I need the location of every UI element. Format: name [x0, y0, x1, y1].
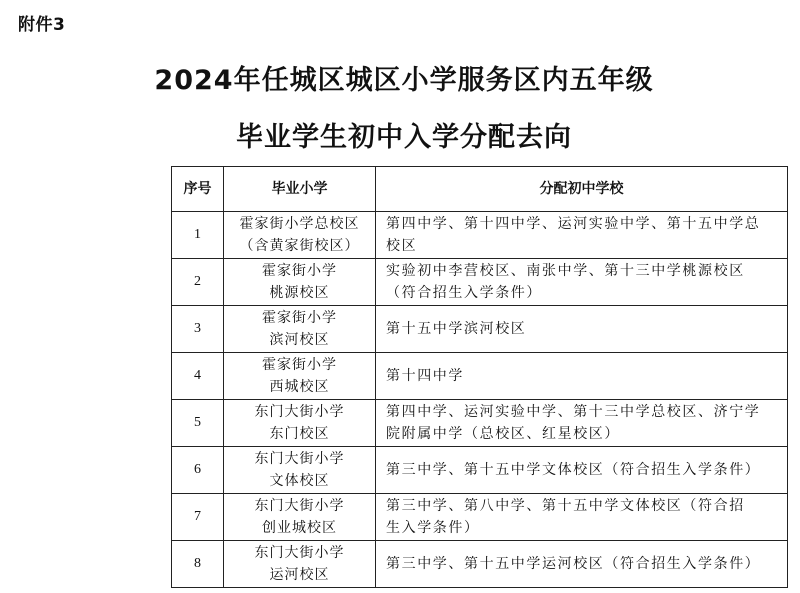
table-row	[172, 259, 788, 306]
primary-school-line: 东门大街小学	[254, 451, 345, 467]
assigned-school-line: 第三中学、第八中学、第十五中学文体校区（符合招	[386, 498, 745, 514]
assigned-school-cell	[376, 259, 788, 306]
primary-school-line: 东门校区	[269, 426, 330, 442]
primary-school-cell	[224, 259, 376, 306]
assigned-school-cell	[376, 353, 788, 400]
assigned-school-cell	[376, 306, 788, 353]
row-number: 7	[172, 494, 224, 541]
table-row	[172, 212, 788, 259]
assigned-school-line: 第十五中学滨河校区	[386, 321, 527, 337]
primary-school-cell	[224, 494, 376, 541]
table-row	[172, 353, 788, 400]
row-number: 1	[172, 212, 224, 259]
primary-school-line: 东门大街小学	[254, 498, 345, 514]
document-title-line-2: 毕业学生初中入学分配去向	[236, 122, 572, 153]
row-number: 2	[172, 259, 224, 306]
assigned-school-line: 第十四中学	[386, 368, 464, 384]
assigned-school-line: 生入学条件）	[386, 520, 480, 536]
primary-school-cell	[224, 447, 376, 494]
table-header-row	[172, 167, 788, 212]
primary-school-line: 霍家街小学	[262, 357, 337, 373]
assigned-school-line: 院附属中学（总校区、红星校区）	[386, 426, 620, 442]
primary-school-line: 文体校区	[269, 473, 330, 489]
primary-school-cell	[224, 400, 376, 447]
row-number: 6	[172, 447, 224, 494]
header-serial-number: 序号	[172, 167, 224, 212]
primary-school-line: 滨河校区	[269, 332, 330, 348]
row-number: 4	[172, 353, 224, 400]
primary-school-line: 运河校区	[269, 567, 330, 583]
assigned-school-cell	[376, 400, 788, 447]
table-row	[172, 447, 788, 494]
assigned-school-line: （符合招生入学条件）	[386, 285, 542, 301]
primary-school-line: 东门大街小学	[254, 404, 345, 420]
assigned-school-cell	[376, 447, 788, 494]
header-assigned-middle-school: 分配初中学校	[376, 167, 788, 212]
table-row	[172, 494, 788, 541]
primary-school-line: 霍家街小学总校区	[239, 216, 360, 232]
assigned-school-line: 第三中学、第十五中学文体校区（符合招生入学条件）	[386, 462, 761, 478]
primary-school-line: 创业城校区	[262, 520, 337, 536]
primary-school-line: 西城校区	[269, 379, 330, 395]
primary-school-line: 霍家街小学	[262, 310, 337, 326]
row-number: 8	[172, 541, 224, 588]
primary-school-line: （含黄家街校区）	[239, 238, 360, 254]
assigned-school-line: 第四中学、运河实验中学、第十三中学总校区、济宁学	[386, 404, 761, 420]
primary-school-line: 东门大街小学	[254, 545, 345, 561]
allocation-table	[171, 166, 788, 588]
assigned-school-line: 第四中学、第十四中学、运河实验中学、第十五中学总	[386, 216, 761, 232]
assigned-school-cell	[376, 541, 788, 588]
table-row	[172, 541, 788, 588]
primary-school-cell	[224, 353, 376, 400]
document-title-line-1: 2024年任城区城区小学服务区内五年级	[154, 65, 654, 96]
assigned-school-cell	[376, 494, 788, 541]
table-row	[172, 400, 788, 447]
assigned-school-cell	[376, 212, 788, 259]
primary-school-line: 桃源校区	[269, 285, 330, 301]
header-primary-school: 毕业小学	[224, 167, 376, 212]
primary-school-cell	[224, 212, 376, 259]
assigned-school-line: 校区	[386, 238, 418, 254]
assigned-school-line: 实验初中李营校区、南张中学、第十三中学桃源校区	[386, 263, 745, 279]
row-number: 3	[172, 306, 224, 353]
assigned-school-line: 第三中学、第十五中学运河校区（符合招生入学条件）	[386, 556, 761, 572]
primary-school-line: 霍家街小学	[262, 263, 337, 279]
attachment-label: 附件3	[18, 15, 66, 35]
table-row	[172, 306, 788, 353]
primary-school-cell	[224, 541, 376, 588]
row-number: 5	[172, 400, 224, 447]
primary-school-cell	[224, 306, 376, 353]
